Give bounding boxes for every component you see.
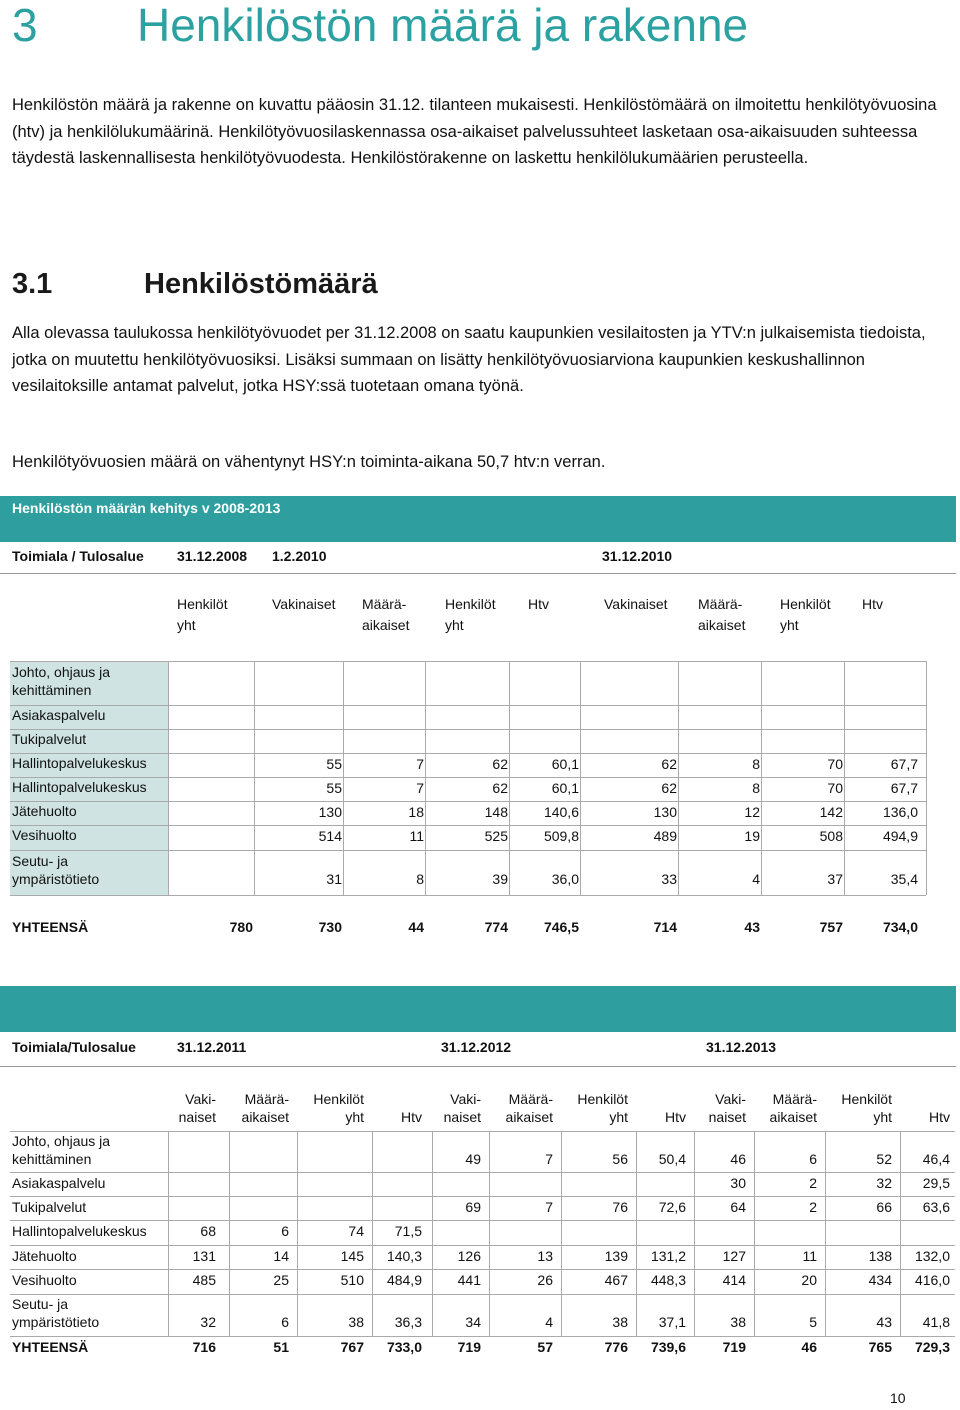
- table1-row-label: Hallintopalvelukeskus: [12, 779, 147, 795]
- table2-col-2011: 31.12.2011: [177, 1039, 247, 1055]
- table2-row-divider: [10, 1269, 955, 1270]
- table1-cell: 55: [326, 756, 342, 772]
- table2-total-cell: 51: [273, 1339, 289, 1355]
- table1-cell: 130: [318, 804, 342, 820]
- table2-cell: 50,4: [658, 1151, 686, 1167]
- table1-cell: 60,1: [551, 780, 579, 796]
- table1-cell: 67,7: [890, 780, 918, 796]
- table1-cell: 509,8: [543, 828, 579, 844]
- table1-col-divider: [580, 661, 581, 895]
- table2-cell: 7: [545, 1199, 553, 1215]
- table1-row-divider: [10, 895, 926, 896]
- table2-total-cell: 57: [537, 1339, 553, 1355]
- table2-subhead-0-line1: Vaki-: [185, 1091, 216, 1107]
- table1-header-row: [0, 542, 956, 574]
- table2-row-label: Hallintopalvelukeskus: [12, 1223, 147, 1239]
- table1-subhead-2-line2: aikaiset: [362, 617, 410, 633]
- table1-cell: 525: [484, 828, 508, 844]
- table1-cell: 36,0: [551, 871, 579, 887]
- table2-cell: 6: [809, 1151, 817, 1167]
- table2-cell: 2: [809, 1199, 817, 1215]
- table1-data-area: [168, 661, 926, 895]
- table2-cell: 66: [876, 1199, 892, 1215]
- table1-col-divider: [678, 661, 679, 895]
- table2-col-divider: [297, 1131, 298, 1336]
- table2-total-cell: 719: [722, 1339, 746, 1355]
- table2-cell: 448,3: [650, 1272, 686, 1288]
- table2-row-divider: [10, 1220, 955, 1221]
- table2-cell: 43: [876, 1314, 892, 1330]
- table1-cell: 33: [661, 871, 677, 887]
- table1-cell: 11: [409, 828, 424, 844]
- table2-subhead-8-line1: Vaki-: [715, 1091, 746, 1107]
- table1-col-divider: [761, 661, 762, 895]
- table1-cell: 494,9: [882, 828, 918, 844]
- table2-caption-bar: [0, 986, 956, 1032]
- table2-subhead-3-line2: Htv: [401, 1109, 422, 1125]
- table1-cell: 8: [752, 756, 760, 772]
- table1-col-area: Toimiala / Tulosalue: [12, 548, 144, 564]
- table2-cell: 6: [281, 1223, 289, 1239]
- table1-cell: 31: [326, 871, 342, 887]
- table1-cell: 136,0: [882, 804, 918, 820]
- table2-cell: 2: [809, 1175, 817, 1191]
- table1-row-divider: [10, 801, 926, 802]
- table1-total-cell: 44: [408, 919, 424, 935]
- table2-row-divider: [10, 1294, 955, 1295]
- table2-cell: 485: [192, 1272, 216, 1288]
- table1-cell: 8: [752, 780, 760, 796]
- table2-cell: 26: [537, 1272, 553, 1288]
- table2-subhead-0-line2: naiset: [178, 1109, 216, 1125]
- table2-cell: 25: [273, 1272, 289, 1288]
- table2-cell: 41,8: [922, 1314, 950, 1330]
- table2-row-label: Tukipalvelut: [12, 1199, 87, 1215]
- table1-total-cell: 780: [229, 919, 253, 935]
- table2-cell: 38: [348, 1314, 364, 1330]
- table2-cell: 29,5: [922, 1175, 950, 1191]
- table1-total-cell: 730: [318, 919, 342, 935]
- table2-subhead-6-line2: yht: [609, 1109, 628, 1125]
- table1-cell: 508: [819, 828, 843, 844]
- table1-cell: 39: [492, 871, 508, 887]
- subsection-number: 3.1: [12, 268, 53, 300]
- table2-row-label: Vesihuolto: [12, 1272, 77, 1288]
- table2-col-divider: [432, 1131, 433, 1336]
- table1-total-cell: 714: [653, 919, 677, 935]
- table1-row-divider: [10, 825, 926, 826]
- table1-cell: 7: [416, 756, 424, 772]
- table2-header-row: [0, 1032, 956, 1067]
- table1-col-divider: [844, 661, 845, 895]
- table2-cell: 52: [876, 1151, 892, 1167]
- table1-row-divider: [10, 661, 926, 662]
- table1-cell: 12: [744, 804, 760, 820]
- table2-cell: 145: [340, 1248, 364, 1264]
- table2-row-label: Asiakaspalvelu: [12, 1175, 106, 1191]
- table1-subhead-6-line1: Määrä-: [698, 596, 743, 612]
- table2-subhead-8-line2: naiset: [708, 1109, 746, 1125]
- table1-col-2008: 31.12.2008: [177, 548, 248, 564]
- table2-subhead-7-line2: Htv: [665, 1109, 686, 1125]
- table1-cell: 148: [484, 804, 508, 820]
- table2-cell: 63,6: [922, 1199, 950, 1215]
- table1-total-cell: 774: [484, 919, 508, 935]
- table1-row-label: Vesihuolto: [12, 827, 77, 843]
- table1-col-divider: [926, 661, 927, 895]
- table2-cell: 38: [612, 1314, 628, 1330]
- table2-cell: 132,0: [914, 1248, 950, 1264]
- table2-cell: 11: [802, 1248, 817, 1264]
- table2-col-divider: [636, 1131, 637, 1336]
- table2-cell: 32: [200, 1314, 216, 1330]
- table2-cell: 46,4: [922, 1151, 950, 1167]
- table2-cell: 32: [876, 1175, 892, 1191]
- table1-caption-bar: [0, 496, 956, 542]
- table2-cell: 510: [340, 1272, 364, 1288]
- table2-subhead-5-line2: aikaiset: [505, 1109, 553, 1125]
- table2-cell: 5: [809, 1314, 817, 1330]
- table1-subhead-5-line1: Vakinaiset: [604, 596, 668, 612]
- table2-col-divider: [694, 1131, 695, 1336]
- table2-subhead-5-line1: Määrä-: [508, 1091, 553, 1107]
- table1-subhead-6-line2: aikaiset: [698, 617, 746, 633]
- table1-cell: 19: [744, 828, 760, 844]
- table1-cell: 67,7: [890, 756, 918, 772]
- table2-total-cell: 765: [868, 1339, 892, 1355]
- table2-col-divider: [825, 1131, 826, 1336]
- table1-cell: 514: [318, 828, 342, 844]
- table1-cell: 18: [408, 804, 424, 820]
- table2-col-2013: 31.12.2013: [706, 1039, 777, 1055]
- table1-subhead-4-line1: Htv: [528, 596, 549, 612]
- table2-cell: 30: [730, 1175, 746, 1191]
- summary-paragraph: Henkilötyövuosien määrä on vähentynyt HSY:n toiminta-aikana 50,7 htv:n verran.: [12, 453, 606, 471]
- table1-row-divider: [10, 753, 926, 754]
- table2-row-divider: [10, 1196, 955, 1197]
- table2-row-divider: [10, 1172, 955, 1173]
- table2-subhead-9-line1: Määrä-: [772, 1091, 817, 1107]
- table2-col-divider: [900, 1131, 901, 1336]
- table2-cell: 56: [612, 1151, 628, 1167]
- table1-row-label: Jätehuolto: [12, 803, 77, 819]
- table1-col-divider: [168, 661, 169, 895]
- table2-cell: 46: [730, 1151, 746, 1167]
- table2-total-cell: 46: [801, 1339, 817, 1355]
- table2-row-label: Johto, ohjaus ja kehittäminen: [12, 1133, 111, 1167]
- table2-cell: 49: [465, 1151, 481, 1167]
- subsection-title: [12, 268, 378, 301]
- table2-cell: 140,3: [386, 1248, 422, 1264]
- table1-subhead-3-line2: yht: [445, 617, 464, 633]
- table2-cell: 139: [604, 1248, 628, 1264]
- table2-cell: 13: [537, 1248, 553, 1264]
- table1-col-divider: [425, 661, 426, 895]
- table2-cell: 64: [730, 1199, 746, 1215]
- table1-subhead-7-line2: yht: [780, 617, 799, 633]
- table2-cell: 441: [457, 1272, 481, 1288]
- table2-subhead-10-line2: yht: [873, 1109, 892, 1125]
- table2-subhead-11-line2: Htv: [929, 1109, 950, 1125]
- table1-total-cell: 43: [744, 919, 760, 935]
- table2-row-divider: [10, 1336, 955, 1337]
- table2-cell: 74: [348, 1223, 364, 1239]
- table2-cell: 484,9: [386, 1272, 422, 1288]
- table1-cell: 142: [819, 804, 843, 820]
- table1-row-label: Asiakaspalvelu: [12, 707, 106, 723]
- table2-col-divider: [372, 1131, 373, 1336]
- table1-subhead-7-line1: Henkilöt: [780, 596, 831, 612]
- table2-cell: 34: [465, 1314, 481, 1330]
- table2-cell: 14: [273, 1248, 289, 1264]
- table1-subhead-8-line1: Htv: [862, 596, 883, 612]
- table1-cell: 70: [827, 780, 843, 796]
- table1-row-divider: [10, 705, 926, 706]
- table1-subhead-3-line1: Henkilöt: [445, 596, 496, 612]
- table1-row-label: Seutu- ja ympäristötieto: [12, 853, 100, 887]
- table2-total-cell: 719: [457, 1339, 481, 1355]
- table2-cell: 131,2: [650, 1248, 686, 1264]
- table1-cell: 35,4: [890, 871, 918, 887]
- table2-subhead-2-line1: Henkilöt: [313, 1091, 364, 1107]
- table2-col-divider: [229, 1131, 230, 1336]
- section-number: 3: [12, 0, 38, 51]
- table1-cell: 140,6: [543, 804, 579, 820]
- table1-cell: 62: [492, 756, 508, 772]
- intro-paragraph: Henkilöstön määrä ja rakenne on kuvattu pääosin 31.12. tilanteen mukaisesti. Henkilöstömäärä on ilmoitettu henkilötyövuosina (htv) ja henkilölukumäärinä. Henkilötyövuosilaskennassa osa-aikaiset palvelussuhteet lasketaan osa-aikaisuuden suhteessa täydestä laskennallisesta henkilötyövuodesta. Henkilöstörakenne on laskettu henkilölukumäärien perusteella.: [12, 96, 937, 167]
- table2-cell: 127: [722, 1248, 746, 1264]
- table1-cell: 62: [661, 756, 677, 772]
- table1-col-feb2010: 1.2.2010: [272, 548, 327, 564]
- table2-cell: 467: [604, 1272, 628, 1288]
- table2-total-label: YHTEENSÄ: [12, 1339, 89, 1355]
- table1-cell: 70: [827, 756, 843, 772]
- table1-total-cell: 757: [819, 919, 843, 935]
- table2-row-divider: [10, 1131, 955, 1132]
- table2-total-cell: 716: [192, 1339, 216, 1355]
- table2-cell: 38: [730, 1314, 746, 1330]
- table2-total-cell: 733,0: [386, 1339, 422, 1355]
- table1-cell: 7: [416, 780, 424, 796]
- table1-col-dec2010: 31.12.2010: [602, 548, 673, 564]
- table1-subhead-0-line2: yht: [177, 617, 196, 633]
- table2-subhead-2-line2: yht: [345, 1109, 364, 1125]
- table1-cell: 130: [653, 804, 677, 820]
- table1-col-divider: [343, 661, 344, 895]
- table2-subhead-9-line2: aikaiset: [769, 1109, 817, 1125]
- table2-subhead-6-line1: Henkilöt: [577, 1091, 628, 1107]
- table2-cell: 20: [801, 1272, 817, 1288]
- table2-cell: 76: [612, 1199, 628, 1215]
- subsection-heading: Henkilöstömäärä: [144, 268, 378, 300]
- table1-cell: 62: [492, 780, 508, 796]
- page-title: [12, 0, 748, 52]
- table2-col-divider: [561, 1131, 562, 1336]
- table1-subhead-2-line1: Määrä-: [362, 596, 407, 612]
- table2-cell: 138: [868, 1248, 892, 1264]
- section-title: Henkilöstön määrä ja rakenne: [137, 0, 749, 51]
- table1-row-divider: [10, 777, 926, 778]
- table2-row-divider: [10, 1245, 955, 1246]
- table2-col-area: Toimiala/Tulosalue: [12, 1039, 136, 1055]
- page-number: 10: [890, 1390, 906, 1406]
- table1-total-cell: 746,5: [543, 919, 579, 935]
- table1-subhead-1-line1: Vakinaiset: [272, 596, 336, 612]
- table2-cell: 131: [192, 1248, 216, 1264]
- table2-cell: 434: [868, 1272, 892, 1288]
- table2-subhead-4-line2: naiset: [443, 1109, 481, 1125]
- table1-row-divider: [10, 850, 926, 851]
- table2-subhead-1-line2: aikaiset: [241, 1109, 289, 1125]
- table2-col-2012: 31.12.2012: [441, 1039, 512, 1055]
- table1-cell: 8: [416, 871, 424, 887]
- table2-cell: 414: [722, 1272, 746, 1288]
- table1-row-label: Johto, ohjaus ja kehittäminen: [12, 664, 111, 698]
- table2-col-divider: [754, 1131, 755, 1336]
- table2-col-divider: [168, 1131, 169, 1336]
- table2-cell: 7: [545, 1151, 553, 1167]
- table2-cell: 416,0: [914, 1272, 950, 1288]
- table2-total-cell: 767: [340, 1339, 364, 1355]
- table1-total-cell: 734,0: [882, 919, 918, 935]
- table2-cell: 6: [281, 1314, 289, 1330]
- table2-total-cell: 729,3: [914, 1339, 950, 1355]
- method-paragraph: Alla olevassa taulukossa henkilötyövuodet per 31.12.2008 on saatu kaupunkien vesilaitosten ja YTV:n julkaisemista tiedoista, jotka on muutettu henkilötyövuosiksi. Lisäksi summaan on lisätty henkilötyövuosiarviona kaupunkien keskushallinnon vesilaitoksille antamat palvelut, jotka HSY:ssä tuotetaan omana työnä.: [12, 324, 926, 395]
- table2-cell: 126: [457, 1248, 481, 1264]
- table1-row-label: Tukipalvelut: [12, 731, 87, 747]
- table2-row-label: Jätehuolto: [12, 1248, 77, 1264]
- table2-cell: 69: [465, 1199, 481, 1215]
- table1-cell: 55: [326, 780, 342, 796]
- table2-subhead-1-line1: Määrä-: [244, 1091, 289, 1107]
- table2-cell: 4: [545, 1314, 553, 1330]
- table2-subhead-10-line1: Henkilöt: [841, 1091, 892, 1107]
- table2-total-cell: 776: [604, 1339, 628, 1355]
- table2-row-label: Seutu- ja ympäristötieto: [12, 1296, 100, 1330]
- table2-col-divider: [489, 1131, 490, 1336]
- table1-cell: 62: [661, 780, 677, 796]
- table2-cell: 36,3: [394, 1314, 422, 1330]
- table2-cell: 71,5: [394, 1223, 422, 1239]
- table1-cell: 489: [653, 828, 677, 844]
- table1-subhead-0-line1: Henkilöt: [177, 596, 228, 612]
- table1-cell: 37: [827, 871, 843, 887]
- table1-cell: 4: [752, 871, 760, 887]
- table1-col-divider: [254, 661, 255, 895]
- table1-col-divider: [509, 661, 510, 895]
- table2-cell: 72,6: [658, 1199, 686, 1215]
- table1-cell: 60,1: [551, 756, 579, 772]
- table2-cell: 37,1: [658, 1314, 686, 1330]
- table1-row-divider: [10, 729, 926, 730]
- table2-subhead-4-line1: Vaki-: [450, 1091, 481, 1107]
- table2-total-cell: 739,6: [650, 1339, 686, 1355]
- table1-row-label: Hallintopalvelukeskus: [12, 755, 147, 771]
- table1-total-label: YHTEENSÄ: [12, 919, 89, 935]
- table2-cell: 68: [200, 1223, 216, 1239]
- table1-caption: Henkilöstön määrän kehitys v 2008-2013: [12, 500, 281, 516]
